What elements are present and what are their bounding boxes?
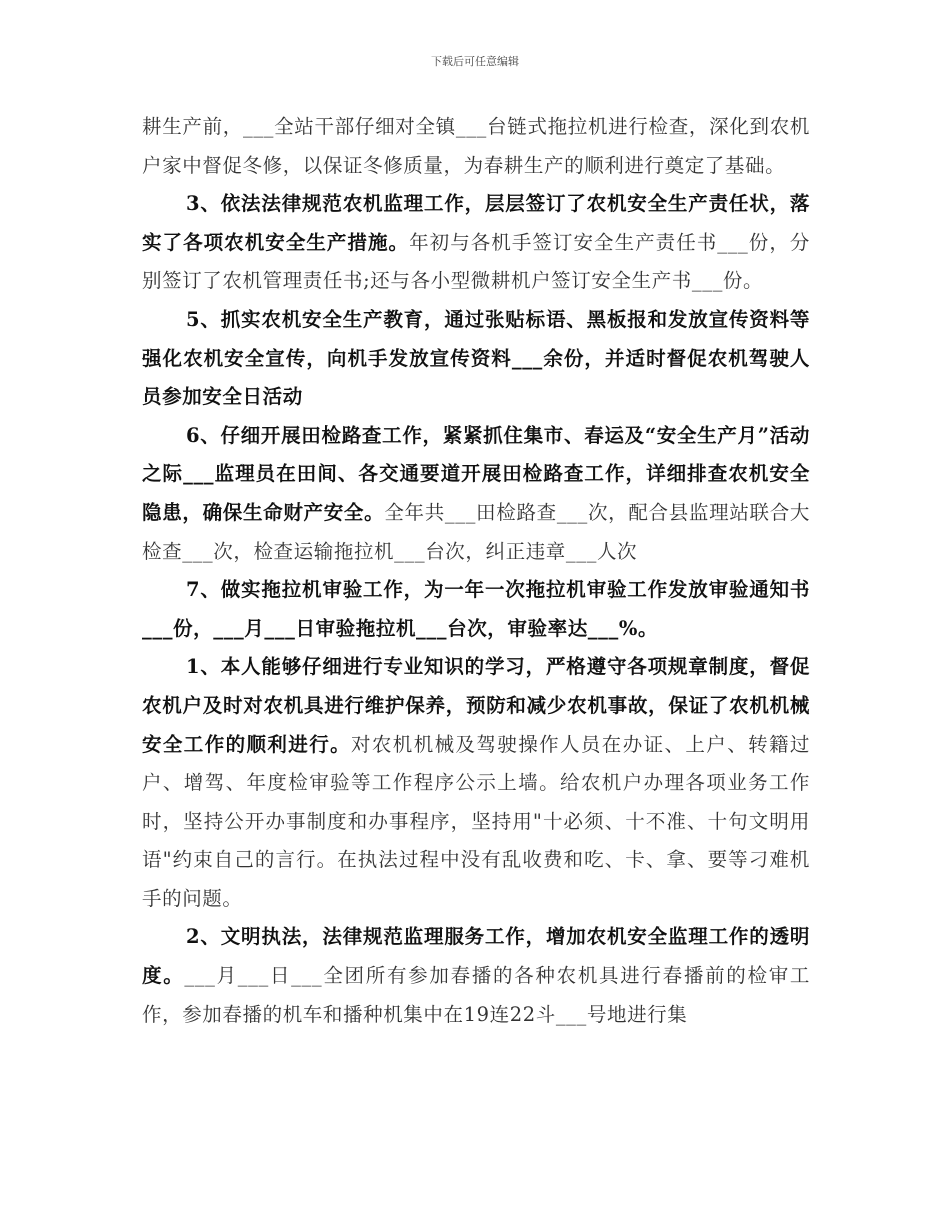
paragraph-spring-plowing-inspection bbox=[142, 108, 810, 185]
document-body bbox=[142, 108, 810, 1034]
paragraph-text: 全年共___田检路查___次，配合县监理站联合大检查___次，检查运输拖拉机___台次，纠正违章___人次 bbox=[142, 500, 811, 563]
paragraph-heading: 7、做实拖拉机审验工作，为一年一次拖拉机审验工作发放审验通知书___份，___月___日审验拖拉机___台次，审验率达___%。 bbox=[142, 578, 810, 640]
page-header: 下载后可任意编辑 bbox=[431, 55, 519, 68]
paragraph-civil-enforcement bbox=[142, 918, 810, 1034]
paragraph-tractor-review bbox=[142, 571, 810, 648]
paragraph-text: 年初与各机手签订安全生产责任书___份，分别签订了农机管理责任书;还与各小型微耕机户签订安全生产书___份。 bbox=[142, 230, 810, 293]
paragraph-text: 对农机机械及驾驶操作人员在办证、上户、转籍过户、增驾、年度检审验等工作程序公示上墙。给农机户办理各项业务工作时，坚持公开办事制度和办事程序，坚持用"十必须、十不准、十句文明用语"约束自己的言行。在执法过程中没有乱收费和吃、卡、拿、要等刁难机手的问题。 bbox=[142, 732, 810, 910]
paragraph-safety-education bbox=[142, 301, 810, 417]
paragraph-heading: 6、仔细开展田检路查工作，紧紧抓住集市、春运及“安全生产月”活动之际___监理员在田间、各交通要道开展田检路查工作，详细排查农机安全隐患，确保生命财产安全。 bbox=[142, 423, 810, 524]
paragraph-heading: 1、本人能够仔细进行专业知识的学习，严格遵守各项规章制度，督促农机户及时对农机具进行维护保养，预防和减少农机事故，保证了农机机械安全工作的顺利进行。 bbox=[142, 655, 810, 756]
paragraph-professional-study bbox=[142, 648, 810, 918]
paragraph-heading: 5、抓实农机安全生产教育，通过张贴标语、黑板报和发放宣传资料等强化农机安全宣传，向机手发放宣传资料___余份，并适时督促农机驾驶人员参加安全日活动 bbox=[142, 307, 810, 409]
paragraph-heading: 3、依法法律规范农机监理工作，层层签订了农机安全生产责任状，落实了各项农机安全生产措施。 bbox=[142, 192, 810, 254]
paragraph-field-road-inspection bbox=[142, 417, 810, 571]
paragraph-safety-responsibility bbox=[142, 185, 810, 301]
paragraph-heading: 2、文明执法，法律规范监理服务工作，增加农机安全监理工作的透明度。 bbox=[142, 925, 810, 988]
paragraph-text: ___月___日___全团所有参加春播的各种农机具进行春播前的检审工作，参加春播的机车和播种机集中在19连22斗___号地进行集 bbox=[142, 964, 810, 1026]
paragraph-text: 耕生产前，___全站干部仔细对全镇___台链式拖拉机进行检查，深化到农机户家中督促冬修，以保证冬修质量，为春耕生产的顺利进行奠定了基础。 bbox=[142, 115, 810, 177]
